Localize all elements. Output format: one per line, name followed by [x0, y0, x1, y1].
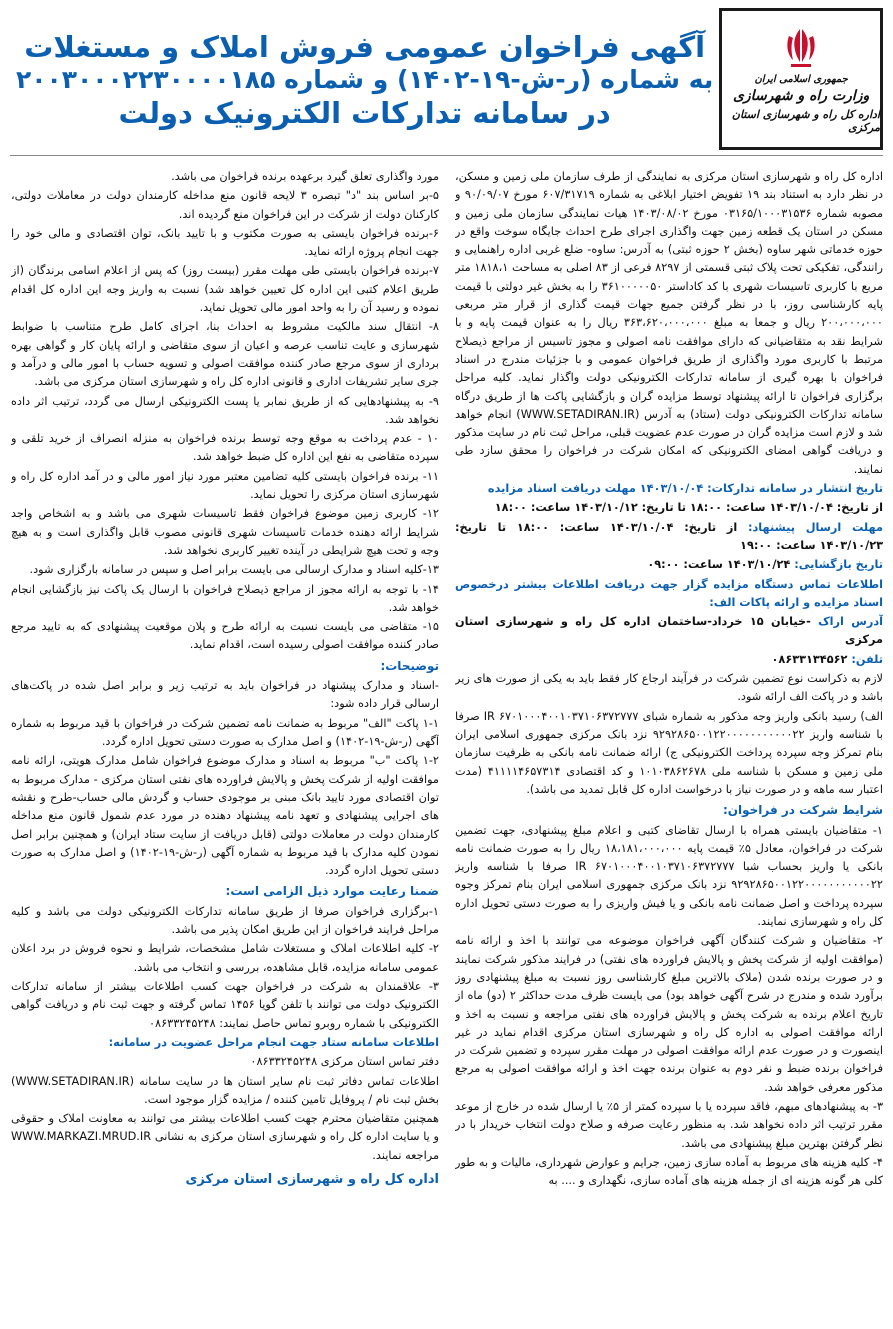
ad-body: [10, 168, 883, 1313]
condition-4-continued: مورد واگذاری تعلق گیرد برعهده برنده فراخوان می باشد.: [171, 170, 439, 183]
mandatory-3: ۳- علاقمندان به شرکت در فراخوان جهت کسب اطلاعات بیشتر از سامانه تدارکات الکترونیک دولت می توانند با تلفن گویا ۱۴۵۶ تماس گرفته و جهت ثبت نام و دریافت گواهی الکترونیکی با شماره روبرو تماس حاصل نمایند: ۰۸۶۳۳۲۴۵۲۴۸: [11, 980, 439, 1030]
condition-8: ۸- انتقال سند مالکیت مشروط به احداث بنا، اجرای کامل طرح متناسب با ضوابط شهرسازی و عایت تناسب عرصه و اعیان از سوی متقاضی و ارائه پایان کار و گواهی بهره برداری از سوی مرجع صادر کننده موافقت اصولی و تسویه حساب با امور مالی و درآمد و جری سایر تشریفات اداری و قانونی اداره کل راه و شهرسازی استان مرکزی می باشد.: [11, 320, 439, 389]
offer-deadline: از تاریخ: ۱۴۰۳/۱۰/۰۴ ساعت: ۱۸:۰۰ تا تاریخ: ۱۴۰۳/۱۰/۲۳ ساعت: ۱۹:۰۰: [455, 520, 883, 552]
notes-intro: -اسناد و مدارک پیشنهاد در فراخوان باید به ترتیب زیر و برابر اصل شده در پاکت‌های ارسالی قرار داده شود:: [11, 679, 439, 711]
conditions-heading: شرایط شرکت در فراخوان:: [722, 803, 883, 818]
note-envelope-a: ۱-۱ پاکت "الف" مربوط به ضمانت نامه تضمین شرکت در فراخوان با قید مربوط به شماره آگهی (ر-ش-۱۹-۱۴۰۲) و اصل مدارک به صورت دستی تحویل اداره گردد.: [11, 716, 439, 749]
contact-heading: اطلاعات تماس دستگاه مزایده گزار جهت دریافت اطلاعات بیشتر درخصوص اسناد مزایده و ارائه پاکات الف:: [455, 577, 883, 609]
iran-emblem-icon: [781, 24, 821, 70]
condition-12: ۱۲- کاربری زمین موضوع فراخوان فقط تاسیسات شهری می باشد و به اشخاص واجد شرایط ارائه دهنده خدمات تاسیسات شهری قانونی مصوب قابل واگذاری است و به هیچ وجه و تحت هیچ شرایطی در آینده تغییر کاربری نخواهد شد.: [11, 507, 439, 557]
right-column: [455, 168, 883, 1313]
setad-heading: اطلاعات سامانه ستاد جهت انجام مراحل عضویت در سامانه:: [108, 1035, 439, 1049]
ad-header: [10, 6, 883, 156]
setad-office: دفتر تماس استان مرکزی ۰۸۶۳۳۲۴۵۲۴۸: [250, 1055, 439, 1069]
condition-11: ۱۱- برنده فراخوان بایستی کلیه تضامین معتبر مورد نیاز امور مالی و در آمد اداره کل راه و شهرسازی استان مرکزی را تحویل نماید.: [11, 469, 439, 502]
phone-label: تلفن:: [851, 652, 883, 666]
mandatory-2: ۲- کلیه اطلاعات املاک و مستغلات شامل مشخصات، شرایط و نحوه فروش در برد اعلان عمومی سامانه مزایده، قابل مشاهده، بررسی و انتخاب می باشد.: [11, 942, 439, 974]
issuer-signature: اداره کل راه و شهرسازی استان مرکزی: [185, 1172, 439, 1188]
dates-document: از تاریخ: ۱۴۰۳/۱۰/۰۴ ساعت: ۱۸:۰۰ تا تاریخ: ۱۴۰۳/۱۰/۱۲ ساعت: ۱۸:۰۰: [494, 501, 883, 515]
condition-5: ۵-بر اساس بند "د" تبصره ۳ لایحه قانون منع مداخله کارمندان دولت در معاملات دولتی، کارکنان دولت از شرکت در این فراخوان منع گردیده اند.: [11, 189, 439, 221]
notes-heading: توضیحات:: [380, 658, 439, 673]
address: -خیابان ۱۵ خرداد-ساختمان اداره کل راه و شهرسازی استان مرکزی: [455, 615, 883, 647]
mandatory-heading: ضمنا رعایت موارد ذیل الزامی است:: [225, 884, 439, 899]
phone: ۰۸۶۳۳۱۳۴۵۶۲: [771, 652, 848, 666]
condition-7: ۷-برنده فراخوان بایستی طی مهلت مقرر (بیست روز) که پس از اعلام اسامی برندگان (از طریق اعلام کتبی این اداره کل تعیین خواهد شد) نسبت به واریز وجه این اداره کل اقدام نموده و رسید آن را به واحد امور مالی تحویل نماید.: [11, 264, 439, 315]
note-envelope-b: ۱-۲ پاکت "ب" مربوط به اسناد و مدارک موضوع فراخوان شامل مدارک هویتی، ارائه نامه موافقت اولیه از شرکت پخش و پالایش فراورده های نفتی استان مرکزی - مدارک مربوط به توان اقتصادی مورد تایید بانک مبنی بر موجودی حساب و گردش مالی حساب-طرح و نقشه های اجرایی پیشنهادی و تعهد نامه پیشنهاد دهنده در مورد عدم شمول قانون منع مداخله کارمندان دولت در معاملات دولتی (قابل دریافت از سایت ستاد ایران) و همچنین برابر اصل نمودن کلیه مدارک با قید مربوط به شماره آگهی (ر-ش-۱۹-۱۴۰۲) و اصل مدارک به صورت دستی تحویل اداره گردد.: [11, 754, 439, 878]
setad-info: اطلاعات تماس دفاتر ثبت نام سایر استان ها در سایت سامانه (WWW.SETADIRAN.IR) بخش ثبت نام / پروفایل تامین کننده / مزایده گزار موجود است.: [11, 1074, 439, 1106]
title-line-1: آگهی فراخوان عمومی فروش املاک و مستغلات: [24, 29, 706, 64]
condition-1: ۱- متقاضیان بایستی همراه با ارسال تقاضای کتبی و اعلام مبلغ پیشنهادی، جهت تضمین شرکت در فراخوان، معادل ۵٪ قیمت پایه ۱۸،۱۸۱،۰۰۰،۰۰۰ ریال را به صورت ضمانت نامه بانکی یا واریز بحساب شبا IR ۶۷۰۱۰۰۰۴۰۰۱۰۳۷۱۰۶۳۷۲۷۷۷ صرفا با شناسه واریز ۹۲۹۲۸۶۵۰۰۱۲۲۰۰۰۰۰۰۰۰۰۰۰۲۲ نزد بانک مرکزی جمهوری اسلامی ایران بنام تمرکز وجوه سپرده پرداخت و اصل ضمانت نامه بانکی و یا فیش واریزی را به صورت دستی تحویل اداره کل راه و شهرسازی نمایند.: [455, 823, 883, 929]
opening-date-label: تاریخ بازگشایی:: [794, 558, 883, 572]
condition-9: ۹- به پیشنهادهایی که از طریق نمابر یا پست الکترونیکی ارسال می گردد، ترتیب اثر داده نخواهد شد.: [11, 394, 439, 426]
title-line-3: در سامانه تدارکات الکترونیک دولت: [118, 95, 611, 130]
dates-heading: تاریخ انتشار در سامانه تدارکات: ۱۴۰۳/۱۰/۰۴ مهلت دریافت اسناد مزایده: [487, 482, 883, 496]
condition-3: ۳- به پیشنهادهای مبهم، فاقد سپرده یا با سپرده کمتر از ۵٪ یا ارسال شده در خارج از موعد مقرر ترتیب اثر داده نخواهد شد. به منظور رعایت صرفه و صلاح دولت انتخاب خریدار با در نظر گرفتن بهترین مبلغ پیشنهادی می باشد.: [455, 1099, 883, 1150]
logo-line-1: جمهوری اسلامی ایران: [754, 74, 848, 85]
opening-date: ۱۴۰۳/۱۰/۲۴ ساعت: ۰۹:۰۰: [647, 558, 791, 572]
condition-10: ۱۰ - عدم پرداخت به موقع وجه توسط برنده فراخوان به منزله انصراف از خرید تلقی و سپرده متقاضی به نفع این اداره کل ضبط خواهد شد.: [11, 432, 439, 464]
intro-paragraph: اداره کل راه و شهرسازی استان مرکزی به نمایندگی از طرف سازمان ملی زمین و مسکن، در نظر دارد به استناد بند ۱۹ تفویض اختیار ابلاغی به شماره ۶۰۷/۳۱۷۱۹ مورخ ۹۰/۰۹/۰۷ و مصوبه شماره ۰۳۱۶۵/۱۰۰۰۳۱۵۳۶ مورخ ۱۴۰۳/۰۸/۰۲ هیات نمایندگی سازمان ملی زمین و مسکن در استان یک قطعه زمین جهت واگذاری اجرای طرح احداث جایگاه سوخت واقع در حوزه خدماتی شهر ساوه (بخش ۲ حوزه ثبتی) به آدرس: ساوه- ضلع غربی اداره راهنمایی و رانندگی، تفکیکی تحت پلاک ثبتی قسمتی از ۸۲۹۷ فرعی از ۸۳ اصلی به مساحت ۱۸۱۸،۱ متر مربع با کاربری تاسیسات شهری با کد کاداستر ۳۶۱۰۰۰۰۰۵۰ را به بخش غیر دولتی با قیمت پایه کارشناسی روز، با در نظر گرفتن جمیع جهات قیمت گذاری از قرار متر مربعی ۲۰۰،۰۰۰،۰۰۰ ریال و جمعا به مبلغ ۳۶۳،۶۲۰،۰۰۰،۰۰۰ ریال را به عنوان قیمت پایه و با شرایط نقد به متقاضیانی که دارای موافقت نامه اصولی و مجوز تاسیس از مراجع ذیصلاح مرتبط با کاربری مورد واگذاری از طریق فراخوان عمومی و با جزئیات مندرج در اسناد فراخوان با بهره گیری از سامانه تدارکات الکترونیکی دولت واگذار نماید. کلیه مراحل برگزاری فراخوان تا ارائه پیشنهاد توسط مزایده گران و بازگشایی پاکت ها از طریق درگاه سامانه تدارکات الکترونیکی دولت (ستاد) به آدرس (WWW.SETADIRAN.IR) انجام خواهد شد و لازم است مزایده گران در صورت عدم عضویت قبلی، مراحل ثبت نام در سایت مذکور و دریافت گواهی امضای الکترونیکی که امکان شرکت در فراخوان را محقق سازد طی نمایند.: [455, 170, 883, 476]
condition-15: ۱۵- متقاضی می بایست نسبت به ارائه طرح و پلان موقعیت پیشنهادی که به تایید مرجع صادر کننده موافقت اصولی رسیده است، اقدام نماید.: [11, 620, 439, 652]
title-line-2: به شماره (ر-ش-۱۹-۱۴۰۲) و شماره ۲۰۰۳۰۰۰۲۲۳۰۰۰۰۱۸۵: [16, 65, 714, 95]
left-column: [11, 168, 439, 1313]
condition-14: ۱۴- با توجه به ارائه مجوز از مراجع ذیصلاح فراخوان با ارسال یک پاکت نیز بازگشایی انجام خواهد شد.: [11, 582, 439, 614]
offer-deadline-label: مهلت ارسال پیشنهاد:: [747, 520, 883, 534]
guarantee-option-a: الف) رسید بانکی واریز وجه مذکور به شماره شبای IR ۶۷۰۱۰۰۰۴۰۰۱۰۳۷۱۰۶۳۷۲۷۷۷ صرفا با شناسه واریز ۹۲۹۲۸۶۵۰۰۱۲۲۰۰۰۰۰۰۰۰۰۰۰۲۲ نزد بانک مرکزی جمهوری اسلامی ایران بنام تمرکز وجه سپرده پرداخت الکترونیکی ج) ارائه ضمانت نامه بانکی به ظرفیت سازمان ملی زمین و مسکن با شناسه ملی ۱۰۱۰۳۸۶۲۶۷۸ و کد اقتصادی ۴۱۱۱۱۴۶۵۷۳۱۴ (مدت اعتبار سه ماهه و در صورت نیاز با درخواست اداره کل قابل تمدید می باشد).: [455, 709, 883, 796]
logo-line-2: وزارت راه و شهرسازی: [732, 88, 870, 104]
setad-more: همچنین متقاضیان محترم جهت کسب اطلاعات بیشتر می توانند به معاونت املاک و حقوقی و یا سایت اداره کل راه و شهرسازی استان مرکزی به نشانی WWW.MARKAZI.MRUD.IR مراجعه نمایند.: [11, 1112, 439, 1162]
condition-13: ۱۳-کلیه اسناد و مدارک ارسالی می بایست برابر اصل و سپس در سامانه بارگزاری شود.: [29, 563, 439, 577]
guarantee-paragraph: لازم به ذکراست نوع تضمین شرکت در فرآیند ارجاع کار فقط باید به یکی از صورت های زیر باشد و در پاکت الف ارائه شود.: [455, 672, 883, 704]
address-label: آدرس اراک: [818, 615, 883, 629]
condition-2: ۲- متقاضیان و شرکت کنندگان آگهی فراخوان موضوعه می توانند با اخذ و ارائه نامه (موافقت اولیه از شرکت پخش و پالایش فراورده های نفتی) در فرایند مذکور شرکت نمایند و در صورت برنده شدن (ملاک بالاترین مبلغ کارشناسی روز نسبت به مبلغ پیشنهادی روز برآورد شده و مندرج در شرح آگهی خواهد بود) می بایست ظرف مدت حداکثر ۲ (دو) ماه از تاریخ اعلام برنده به شرکت پخش و پالایش فراورده های نفتی مراجعه و نسبت به اخذ و ارائه موافقت اصولی به اداره کل راه و شهرسازی استان مرکزی اقدام نماید در غیر اینصورت و در صورت عدم ارائه موافقت اصولی در مهلت مقرر سپرده و تضمین شرکت در فراخوان برنده ضبط و نفر دوم به عنوان برنده جهت اخذ و ارائه موافقت اصولی به مرجع مذکور معرفی خواهد شد.: [455, 934, 883, 1094]
condition-6: ۶-برنده فراخوان بایستی به صورت مکتوب و با تایید بانک، توان اقتصادی و مالی خود را جهت انجام پروژه ارائه نماید.: [11, 226, 439, 259]
ad-title: [10, 6, 719, 155]
ministry-logo: [719, 8, 883, 150]
condition-4: ۴- کلیه هزینه های مربوط به آماده سازی زمین، جرایم و عوارض شهرداری، مالیات و به طور کلی هر گونه هزینه ای از جمله هزینه های آماده سازی، نگهداری و .... به: [455, 1155, 883, 1188]
mandatory-1: ۱-برگزاری فراخوان صرفا از طریق سامانه تدارکات الکترونیکی دولت می باشد و کلیه مراحل فرایند فراخوان از این طریق امکان پذیر می باشد.: [11, 904, 439, 937]
logo-line-3: اداره کل راه و شهرسازی استان مرکزی: [731, 108, 880, 134]
